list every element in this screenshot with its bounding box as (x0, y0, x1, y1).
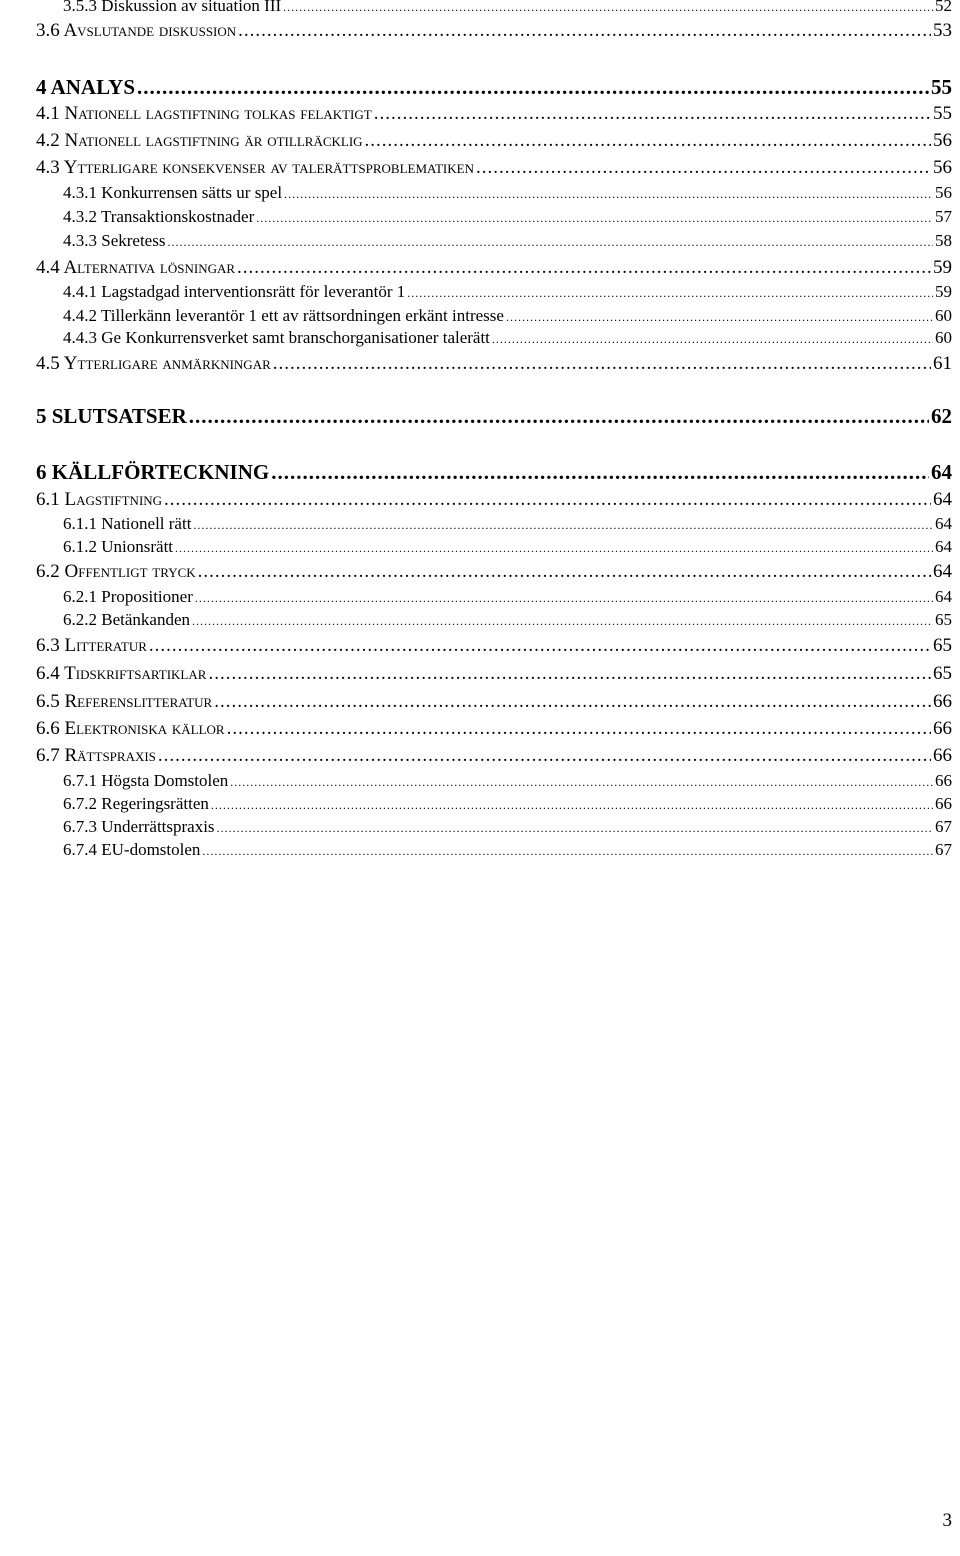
dot-leader (271, 460, 929, 485)
toc-entry[interactable] (63, 207, 952, 227)
dot-leader (193, 518, 933, 533)
dot-leader (283, 0, 933, 15)
toc-entry-title: 4.5 Ytterligare anmärkningar (36, 353, 271, 374)
toc-entry[interactable] (36, 103, 952, 125)
toc-entry-title: 6.1.2 Unionsrätt (63, 537, 174, 556)
toc-entry[interactable] (36, 635, 952, 657)
toc-entry-page: 53 (933, 20, 952, 41)
toc-entry-title: 6.3 Litteratur (36, 635, 147, 656)
toc-entry-page: 55 (931, 75, 952, 99)
toc-entry-title: 6.7 Rättspraxis (36, 745, 156, 766)
toc-entry-page: 52 (935, 0, 952, 15)
toc-entry[interactable] (63, 587, 952, 607)
toc-entry-title: 6.7.1 Högsta Domstolen (63, 771, 229, 790)
toc-entry-page: 66 (933, 691, 952, 712)
toc-entry-page: 64 (935, 587, 952, 606)
dot-leader (374, 103, 931, 125)
toc-entry[interactable] (63, 306, 952, 326)
toc-entry-title: 4.4.2 Tillerkänn leverantör 1 ett av rättsordningen erkänt intresse (63, 306, 504, 325)
toc-entry-page: 67 (935, 840, 952, 859)
toc-entry-title: 6.7.3 Underrättspraxis (63, 817, 215, 836)
toc-entry-page: 56 (933, 157, 952, 178)
toc-entry-page: 66 (935, 794, 952, 813)
toc-entry-page: 64 (933, 561, 952, 582)
dot-leader (192, 614, 933, 629)
toc-entry[interactable] (63, 817, 952, 837)
dot-leader (273, 353, 931, 375)
toc-entry-title: 4.3 Ytterligare konsekvenser av talerättsproblematiken (36, 157, 474, 178)
dot-leader (214, 691, 931, 713)
toc-chapter[interactable] (36, 460, 952, 485)
dot-leader (164, 489, 931, 511)
dot-leader (365, 130, 931, 152)
dot-leader (407, 286, 933, 301)
toc-entry[interactable] (36, 691, 952, 713)
toc-entry-title: 4 ANALYS (36, 75, 136, 99)
toc-entry-page: 65 (935, 610, 952, 629)
toc-entry-title: 6.2.1 Propositioner (63, 587, 193, 606)
toc-entry[interactable] (63, 610, 952, 630)
toc-entry-title: 4.3.3 Sekretess (63, 231, 166, 250)
toc-entry-title: 4.4.3 Ge Konkurrensverket samt branschorganisationer talerätt (63, 328, 490, 347)
toc-entry[interactable] (36, 157, 952, 179)
toc-entry-title: 6.7.2 Regeringsrätten (63, 794, 209, 813)
toc-entry[interactable] (36, 745, 952, 767)
toc-entry-title: 6.5 Referenslitteratur (36, 691, 213, 712)
dot-leader (158, 745, 931, 767)
dot-leader (189, 404, 929, 429)
dot-leader (211, 798, 933, 813)
toc-entry-title: 3.5.3 Diskussion av situation III (63, 0, 282, 15)
toc-entry-title: 6.7.4 EU-domstolen (63, 840, 201, 859)
toc-entry-page: 65 (933, 635, 952, 656)
toc-entry-title: 6.2.2 Betänkanden (63, 610, 190, 629)
dot-leader (167, 235, 933, 250)
toc-entry-title: 4.1 Nationell lagstiftning tolkas felaktigt (36, 103, 372, 124)
dot-leader (137, 75, 929, 100)
toc-entry[interactable] (36, 561, 952, 583)
toc-entry[interactable] (63, 231, 952, 251)
toc-entry[interactable] (63, 537, 952, 557)
toc-entry[interactable] (36, 353, 952, 375)
toc-entry[interactable] (36, 20, 952, 42)
dot-leader (227, 718, 931, 740)
dot-leader (256, 211, 933, 226)
toc-entry[interactable] (63, 771, 952, 791)
toc-entry-page: 64 (935, 537, 952, 556)
dot-leader (149, 635, 931, 657)
toc-entry-title: 5 SLUTSATSER (36, 404, 187, 428)
toc-entry-page: 66 (935, 771, 952, 790)
toc-entry-title: 6 KÄLLFÖRTECKNING (36, 460, 270, 484)
toc-chapter[interactable] (36, 75, 952, 100)
toc-entry-page: 60 (935, 306, 952, 325)
dot-leader (175, 541, 933, 556)
dot-leader (208, 663, 931, 685)
toc-chapter[interactable] (36, 404, 952, 429)
toc-entry-page: 67 (935, 817, 952, 836)
toc-entry-page: 55 (933, 103, 952, 124)
toc-entry-title: 6.6 Elektroniska källor (36, 718, 225, 739)
dot-leader (198, 561, 931, 583)
toc-entry-title: 4.4.1 Lagstadgad interventionsrätt för leverantör 1 (63, 282, 406, 301)
toc-entry-title: 6.1.1 Nationell rätt (63, 514, 192, 533)
toc-entry[interactable] (36, 718, 952, 740)
page-number: 3 (942, 1510, 952, 1531)
dot-leader (284, 187, 933, 202)
toc-entry-title: 4.2 Nationell lagstiftning är otillräcklig (36, 130, 363, 151)
toc-entry-page: 60 (935, 328, 952, 347)
toc-entry-page: 64 (933, 489, 952, 510)
toc-entry[interactable] (63, 514, 952, 534)
toc-entry-title: 4.3.2 Transaktionskostnader (63, 207, 255, 226)
toc-entry-page: 56 (935, 183, 952, 202)
dot-leader (202, 844, 933, 859)
toc-entry-page: 61 (933, 353, 952, 374)
toc-entry[interactable] (36, 257, 952, 279)
toc-entry[interactable] (63, 282, 952, 302)
toc-entry-page: 64 (935, 514, 952, 533)
toc-entry-page: 58 (935, 231, 952, 250)
dot-leader (230, 775, 933, 790)
toc-entry-page: 56 (933, 130, 952, 151)
toc-entry-page: 66 (933, 745, 952, 766)
toc-entry-page: 59 (933, 257, 952, 278)
dot-leader (476, 157, 931, 179)
toc-entry-title: 3.6 Avslutande diskussion (36, 20, 237, 41)
dot-leader (217, 821, 933, 836)
toc-entry-title: 6.1 Lagstiftning (36, 489, 163, 510)
toc-entry-title: 4.3.1 Konkurrensen sätts ur spel (63, 183, 283, 202)
dot-leader (195, 591, 933, 606)
toc-entry[interactable] (63, 183, 952, 203)
toc-entry-page: 65 (933, 663, 952, 684)
toc-entry-page: 59 (935, 282, 952, 301)
toc-entry-page: 62 (931, 404, 952, 428)
toc-entry[interactable] (63, 794, 952, 814)
dot-leader (506, 310, 933, 325)
toc-entry[interactable] (36, 489, 952, 511)
toc-entry[interactable] (63, 840, 952, 860)
toc-entry-page: 66 (933, 718, 952, 739)
toc-entry-title: 6.4 Tidskriftsartiklar (36, 663, 207, 684)
toc-entry-page: 64 (931, 460, 952, 484)
dot-leader (492, 332, 933, 347)
toc-entry[interactable] (36, 663, 952, 685)
dot-leader (237, 257, 931, 279)
dot-leader (238, 20, 931, 42)
toc-entry[interactable] (63, 328, 952, 348)
toc-entry-title: 6.2 Offentligt tryck (36, 561, 196, 582)
toc-entry-page: 57 (935, 207, 952, 226)
toc-entry[interactable] (36, 130, 952, 152)
toc-entry-title: 4.4 Alternativa lösningar (36, 257, 236, 278)
toc-entry[interactable] (63, 0, 952, 16)
